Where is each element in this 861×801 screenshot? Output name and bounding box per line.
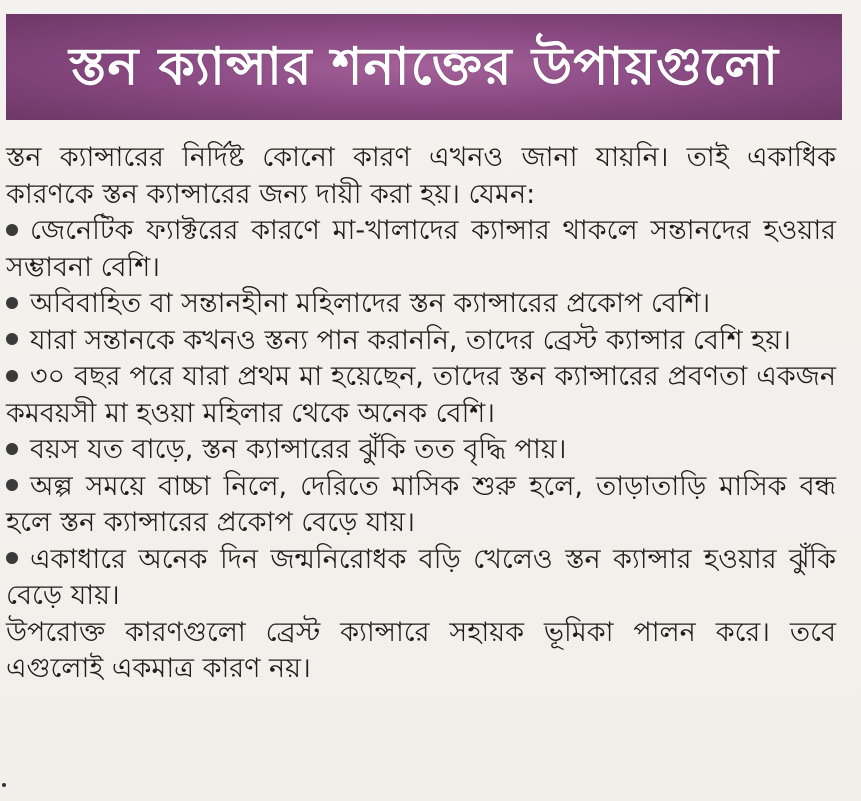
bullet-item — [6, 359, 836, 432]
bullet-icon — [6, 333, 18, 345]
print-speck — [2, 783, 6, 787]
bullet-icon — [6, 443, 18, 455]
bullet-icon — [6, 370, 18, 382]
bullet-text: একাধারে অনেক দিন জন্মনিরোধক বড়ি খেলেও স্তন ক্যান্সার হওয়ার ঝুঁকি বেড়ে যায়। — [6, 543, 836, 611]
bullet-item — [6, 323, 836, 360]
bullet-item — [6, 432, 836, 469]
bullet-text: যারা সন্তানকে কখনও স্তন্য পান করাননি, তাদের ব্রেস্ট ক্যান্সার বেশি হয়। — [30, 324, 791, 356]
bullet-item — [6, 542, 836, 615]
bullet-item — [6, 469, 836, 542]
headline-banner — [6, 14, 842, 120]
intro-paragraph: স্তন ক্যান্সারের নির্দিষ্ট কোনো কারণ এখনও জানা যায়নি। তাই একাধিক কারণকে স্তন ক্যান্সারের জন্য দায়ী করা হয়। যেমন: — [6, 142, 836, 210]
bullet-icon — [6, 224, 18, 236]
bullet-text: ৩০ বছর পরে যারা প্রথম মা হয়েছেন, তাদের স্তন ক্যান্সারের প্রবণতা একজন কমবয়সী মা হওয়া মহিলার থেকে অনেক বেশি। — [6, 361, 836, 429]
bullet-text: অল্প সময়ে বাচ্চা নিলে, দেরিতে মাসিক শুরু হলে, তাড়াতাড়ি মাসিক বন্ধ হলে স্তন ক্যান্সারের প্রকোপ বেড়ে যায়। — [6, 470, 836, 538]
bullet-text: অবিবাহিত বা সন্তানহীনা মহিলাদের স্তন ক্যান্সারের প্রকোপ বেশি। — [30, 288, 711, 319]
bullet-icon — [6, 297, 18, 309]
bullet-item — [6, 213, 836, 286]
bullet-icon — [6, 479, 18, 491]
article-body — [6, 140, 836, 688]
bullet-text: জেনেটিক ফ্যাক্টরের কারণে মা-খালাদের ক্যান্সার থাকলে সন্তানদের হওয়ার সম্ভাবনা বেশি। — [6, 215, 836, 283]
headline: স্তন ক্যান্সার শনাক্তের উপায়গুলো — [68, 37, 780, 97]
bullet-icon — [6, 552, 18, 564]
bullet-item — [6, 286, 836, 323]
bullet-text: বয়স যত বাড়ে, স্তন ক্যান্সারের ঝুঁকি তত বৃদ্ধি পায়। — [30, 434, 567, 465]
conclusion-paragraph: উপরোক্ত কারণগুলো ব্রেস্ট ক্যান্সারে সহায়ক ভূমিকা পালন করে। তবে এগুলোই একমাত্র কারণ নয়। — [6, 616, 836, 684]
